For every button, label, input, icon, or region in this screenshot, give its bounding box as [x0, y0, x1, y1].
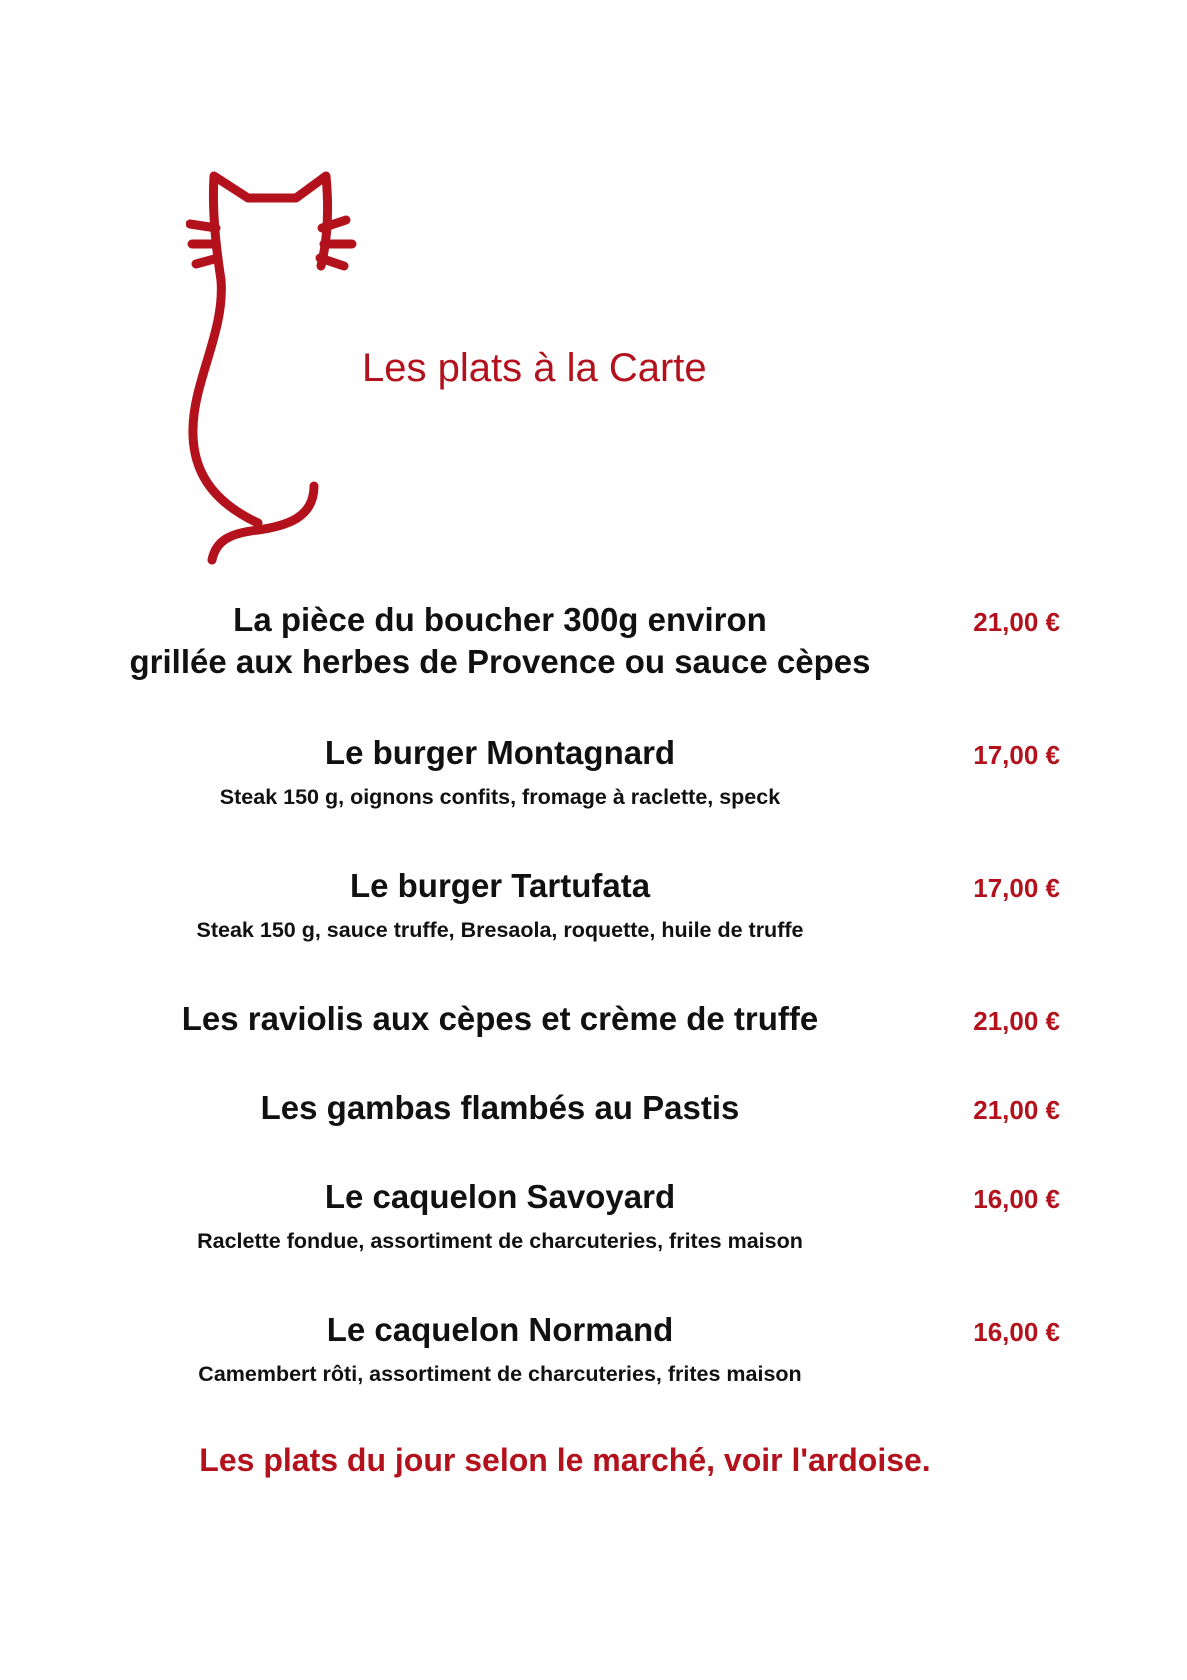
menu-item-name: Le caquelon Savoyard — [324, 1178, 676, 1215]
menu-item-price: 17,00 € — [973, 740, 1060, 770]
menu-item-description: Steak 150 g, sauce truffe, Bresaola, roquette, huile de truffe — [196, 918, 804, 942]
menu-item-description: Camembert rôti, assortiment de charcuteries, frites maison — [198, 1362, 802, 1386]
menu-item-price: 21,00 € — [973, 607, 1060, 637]
menu-item-price: 17,00 € — [973, 873, 1060, 903]
menu-item-price: 21,00 € — [973, 1095, 1060, 1125]
page-title: Les plats à la Carte — [362, 346, 707, 390]
menu-item-name: La pièce du boucher 300g environ — [233, 601, 767, 638]
menu-item-name: Le burger Tartufata — [349, 867, 651, 904]
menu-item-price: 21,00 € — [973, 1006, 1060, 1036]
menu-item-price: 16,00 € — [973, 1317, 1060, 1347]
menu-item-name: Les gambas flambés au Pastis — [260, 1089, 740, 1126]
menu-item-description: Steak 150 g, oignons confits, fromage à raclette, speck — [219, 785, 781, 809]
menu-item-name: Le caquelon Normand — [326, 1311, 674, 1348]
menu-item-name-line2: grillée aux herbes de Provence ou sauce cèpes — [129, 643, 871, 680]
menu-item-price: 16,00 € — [973, 1184, 1060, 1214]
daily-specials-note: Les plats du jour selon le marché, voir l'ardoise. — [199, 1442, 931, 1478]
menu-item-name: Les raviolis aux cèpes et crème de truffe — [181, 1000, 819, 1037]
cat-outline-icon — [186, 168, 361, 570]
menu-item-description: Raclette fondue, assortiment de charcuteries, frites maison — [197, 1229, 803, 1253]
menu-item-name: Le burger Montagnard — [324, 734, 676, 771]
